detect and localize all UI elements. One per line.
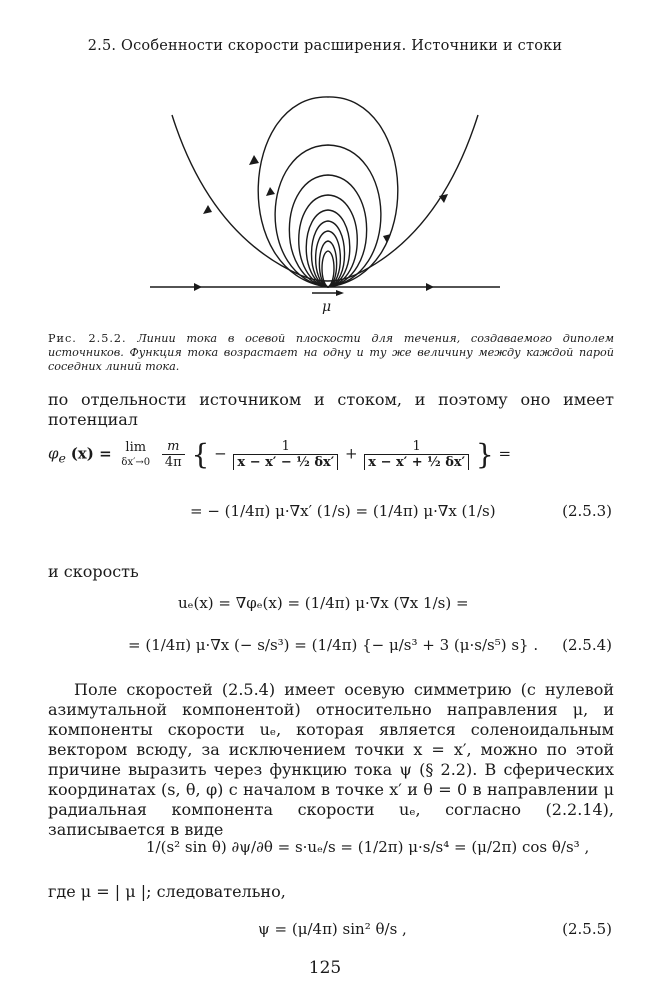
- paragraph-4: где μ = | μ |; следовательно,: [48, 882, 286, 901]
- figure-caption: [48, 332, 614, 374]
- arrow-loop-1: [249, 155, 259, 165]
- eq-2-5-5: ψ = (μ/4π) sin² θ/s ,: [258, 920, 407, 938]
- eq-2-5-3-line-1: $\varphi_e$ (x) = lim δx′→0 $\frac{m}{4\pi}$ { − $\frac{1}{\text{x − x′ − ½ δx′}}$ + $\frac{1}{\text{x − x′ + ½ δx′}}$ } =: [48, 438, 512, 471]
- streamline-figure: [150, 95, 500, 315]
- mu-label: μ: [322, 299, 332, 315]
- loop-1: [258, 97, 398, 287]
- eq-middle: 1/(s² sin θ) ∂ψ/∂θ = s·uₑ/s = (1/2π) μ·s/s⁴ = (μ/2π) cos θ/s³ ,: [146, 838, 590, 856]
- arrow-axis-right: [426, 283, 434, 291]
- caption-text: Линии тока в осевой плоскости для течения, создаваемого диполем источников. Функция тока возрастает на одну и ту же величину между каждой парой соседних линий тока.: [48, 332, 614, 373]
- caption-label: Рис. 2.5.2.: [48, 332, 127, 345]
- eq-2-5-3-number: (2.5.3): [562, 502, 612, 520]
- eq-2-5-4-number: (2.5.4): [562, 636, 612, 654]
- running-header: 2.5. Особенности скорости расширения. Источники и стоки: [87, 38, 563, 54]
- outer-streamline: [172, 115, 478, 281]
- arrow-loop-2: [266, 187, 275, 196]
- arrow-loop-right: [383, 234, 391, 243]
- eq-2-5-5-number: (2.5.5): [562, 920, 612, 938]
- page-number: 125: [308, 958, 342, 978]
- paragraph-2: и скорость: [48, 562, 139, 581]
- paragraph-1: по отдельности источником и стоком, и поэтому оно имеет потенциал: [48, 390, 614, 429]
- eq-2-5-4-line-2: = (1/4π) μ·∇x (− s/s³) = (1/4π) {− μ/s³ + 3 (μ·s/s⁵) s} .: [128, 636, 539, 654]
- arrow-axis-left: [194, 283, 202, 291]
- eq-2-5-3-line-2: = − (1/4π) μ·∇x′ (1/s) = (1/4π) μ·∇x (1/s): [190, 502, 496, 520]
- eq-2-5-4-line-1: uₑ(x) = ∇φₑ(x) = (1/4π) μ·∇x (∇x 1/s) =: [178, 594, 469, 612]
- paragraph-3: Поле скоростей (2.5.4) имеет осевую симметрию (с нулевой азимутальной компонентой) относительно направления μ, и компоненты скорости uₑ, которая является соленоидальным вектором всюду, за исключением точки x = x′, можно по этой причине выразить через функцию тока ψ (§ 2.2). В сферических координатах (s, θ, φ) с началом в точке x′ и θ = 0 в направлении μ радиальная компонента скорости uₑ, согласно (2.2.14), записывается в виде: [48, 680, 614, 839]
- arrow-outer-left: [203, 205, 212, 214]
